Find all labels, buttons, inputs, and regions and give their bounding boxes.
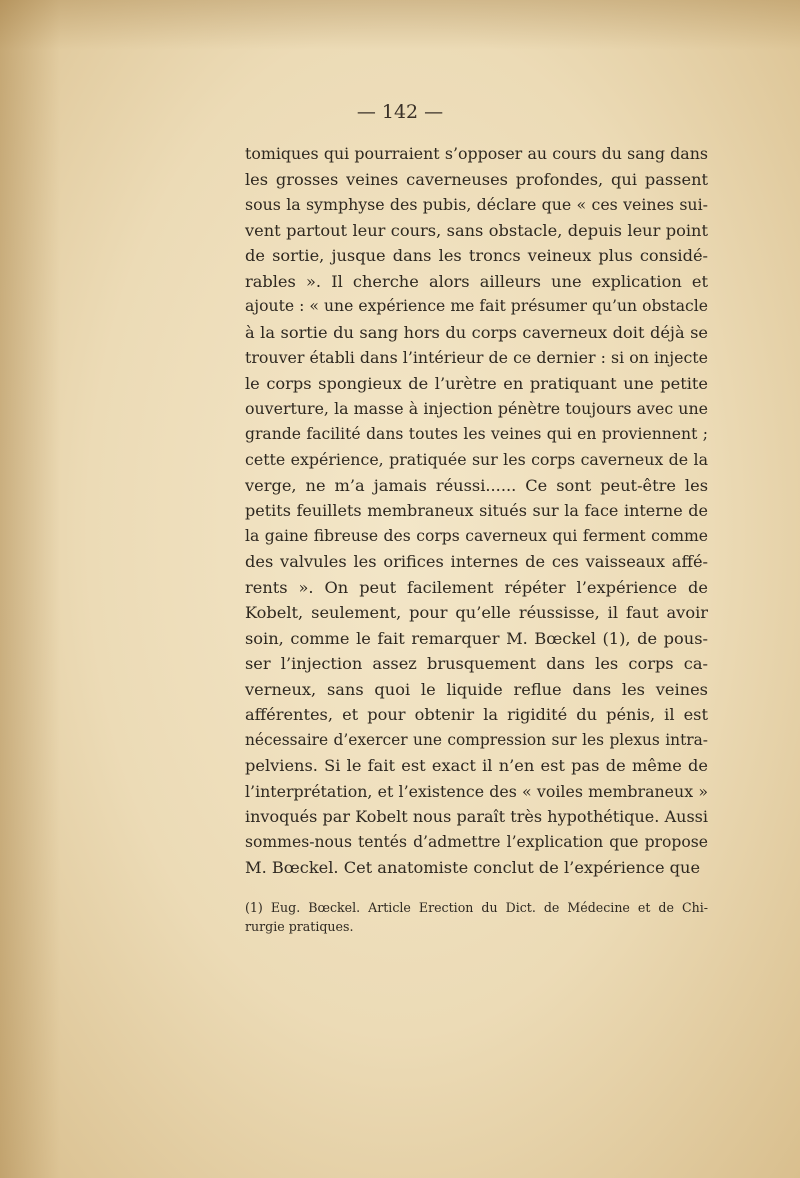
footnote-line: rurgie pratiques. xyxy=(245,919,354,934)
body-line: Kobelt, seulement, pour qu’elle réussisse, il faut avoir xyxy=(245,603,708,622)
body-line: grande facilité dans toutes les veines qui en proviennent ; xyxy=(245,424,708,443)
body-line: petits feuillets membraneux situés sur la face interne de xyxy=(245,501,708,520)
body-text xyxy=(245,141,708,881)
body-line: pelviens. Si le fait est exact il n’en est pas de même de xyxy=(245,756,708,775)
body-line: ajoute : « une expérience me fait présumer qu’un obstacle xyxy=(245,297,708,315)
body-line: cette expérience, pratiquée sur les corps caverneux de la xyxy=(245,450,708,469)
body-line: l’interprétation, et l’existence des « voiles membraneux » xyxy=(245,781,708,801)
body-line: ouverture, la masse à injection pénètre toujours avec une xyxy=(245,399,708,418)
body-line: à la sortie du sang hors du corps caverneux doit déjà se xyxy=(245,322,708,342)
body-line: soin, comme le fait remarquer M. Bœckel (1), de pous- xyxy=(245,628,708,648)
body-line: verneux, sans quoi le liquide reflue dans les veines xyxy=(245,679,708,699)
body-line: trouver établi dans l’intérieur de ce dernier : si on injecte xyxy=(245,348,708,367)
body-line: sommes-nous tentés d’admettre l’explication que propose xyxy=(245,832,708,851)
body-line: ser l’injection assez brusquement dans les corps ca- xyxy=(245,654,708,673)
body-line: des valvules les orifices internes de ces vaisseaux affé- xyxy=(245,552,708,571)
body-line: vent partout leur cours, sans obstacle, depuis leur point xyxy=(245,220,708,240)
page-edge-shadow xyxy=(0,0,60,1178)
body-line: invoqués par Kobelt nous paraît très hypothétique. Aussi xyxy=(245,807,708,826)
body-line: rents ». On peut facilement répéter l’expérience de xyxy=(245,577,708,597)
body-line: nécessaire d’exercer une compression sur les plexus intra- xyxy=(245,730,708,749)
body-line: la gaine fibreuse des corps caverneux qui ferment comme xyxy=(245,526,708,545)
body-line: de sortie, jusque dans les troncs veineux plus considé- xyxy=(245,246,708,265)
body-line: tomiques qui pourraient s’opposer au cours du sang dans xyxy=(245,144,708,163)
body-line: M. Bœckel. Cet anatomiste conclut de l’expérience que xyxy=(245,858,701,877)
body-line: le corps spongieux de l’urètre en pratiquant une petite xyxy=(245,373,708,393)
body-line: les grosses veines caverneuses profondes, qui passent xyxy=(245,169,708,189)
footnote xyxy=(245,898,708,936)
body-line: afférentes, et pour obtenir la rigidité du pénis, il est xyxy=(245,705,708,724)
page-top-shadow xyxy=(0,0,800,50)
body-line: rables ». Il cherche alors ailleurs une explication et xyxy=(245,271,708,291)
body-line: verge, ne m’a jamais réussi...... Ce sont peut-être les xyxy=(245,475,708,495)
footnote-line: (1) Eug. Bœckel. Article Erection du Dict. de Médecine et de Chi- xyxy=(245,900,708,915)
body-line: sous la symphyse des pubis, déclare que « ces veines sui- xyxy=(245,195,708,214)
page-number: — 142 — xyxy=(356,101,444,123)
